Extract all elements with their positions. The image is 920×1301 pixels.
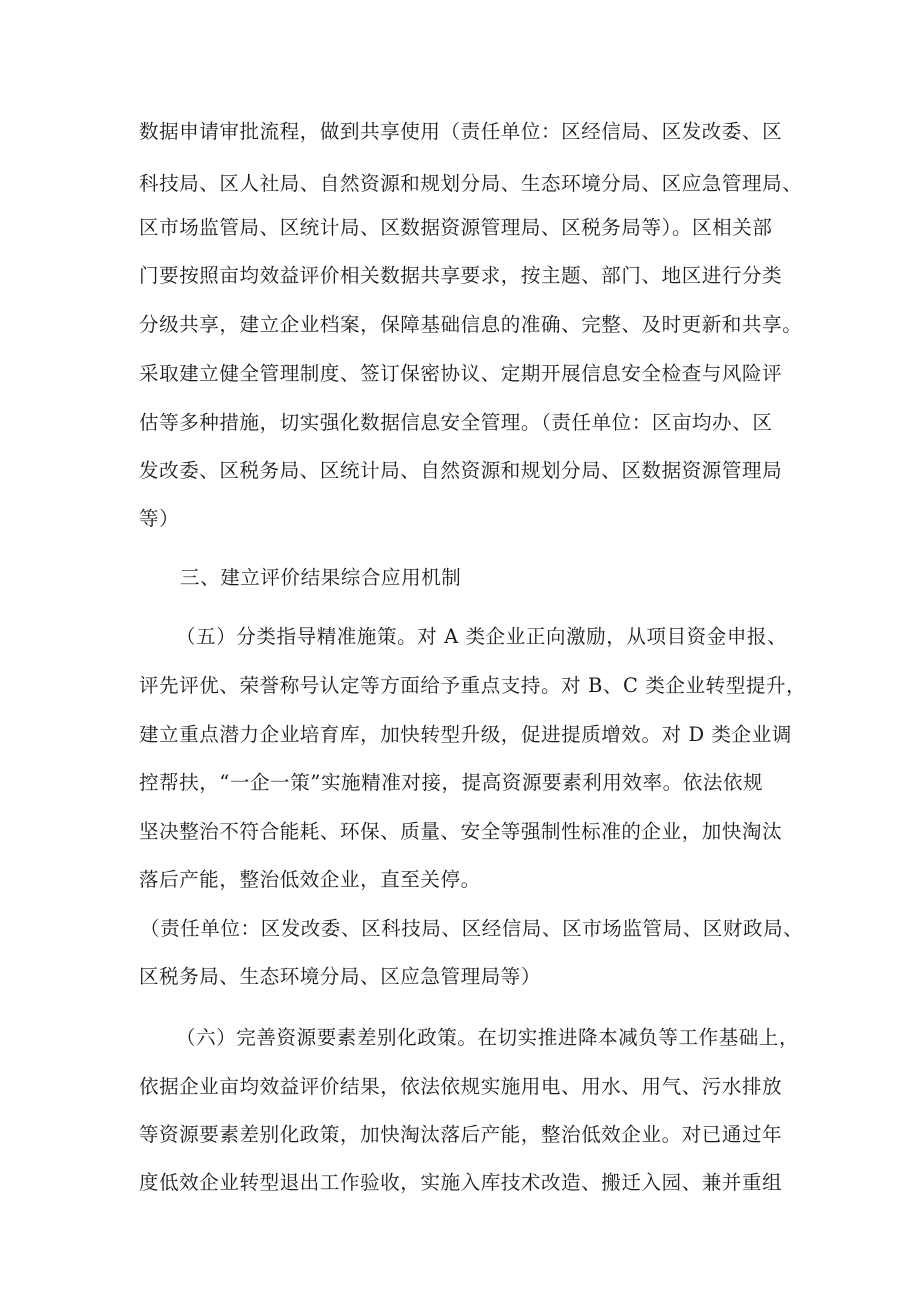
paragraph-line: 度低效企业转型退出工作验收，实施入库技术改造、搬迁入园、兼并重组: [139, 1171, 783, 1194]
paragraph-line: （六）完善资源要素差别化政策。在切实推进降本减负等工作基础上，: [176, 1026, 800, 1049]
paragraph-line: 门要按照亩均效益评价相关数据共享要求，按主题、部门、地区进行分类: [139, 264, 783, 287]
paragraph-line: 采取建立健全管理制度、签订保密协议、定期开展信息安全检查与风险评: [139, 362, 783, 385]
paragraph-line: （责任单位：区发改委、区科技局、区经信局、区市场监管局、区财政局、: [140, 917, 804, 940]
paragraph-line: 区市场监管局、区统计局、区数据资源管理局、区税务局等）。区相关部: [139, 216, 773, 239]
paragraph-line: 评先评优、荣誉称号认定等方面给予重点支持。对 B、C 类企业转型提升，: [139, 674, 807, 697]
paragraph-line: 等资源要素差别化政策，加快淘汰落后产能，整治低效企业。对已通过年: [139, 1123, 783, 1146]
paragraph-line: 等）: [139, 507, 180, 530]
paragraph-line: 发改委、区税务局、区统计局、自然资源和规划分局、区数据资源管理局: [139, 459, 783, 482]
paragraph-line: 控帮扶，“一企一策”实施精准对接，提高资源要素利用效率。依法依规: [139, 771, 764, 794]
paragraph-line: 估等多种措施，切实强化数据信息安全管理。（责任单位：区亩均办、区: [139, 411, 773, 434]
paragraph-line: 分级共享，建立企业档案，保障基础信息的准确、完整、及时更新和共享。: [139, 313, 803, 336]
paragraph-line: 区税务局、生态环境分局、区应急管理局等）: [139, 965, 542, 988]
paragraph-line: 建立重点潜力企业培育库，加快转型升级，促进提质增效。对 D 类企业调: [139, 723, 792, 746]
paragraph-line: 科技局、区人社局、自然资源和规划分局、生态环境分局、区应急管理局、: [139, 172, 803, 195]
paragraph-line: 落后产能，整治低效企业，直至关停。: [139, 868, 481, 891]
section-heading: 三、建立评价结果综合应用机制: [180, 566, 462, 589]
paragraph-line: 依据企业亩均效益评价结果，依法依规实施用电、用水、用气、污水排放: [139, 1075, 783, 1098]
paragraph-line: 数据申请审批流程，做到共享使用（责任单位：区经信局、区发改委、区: [139, 120, 783, 143]
paragraph-line: 坚决整治不符合能耗、环保、质量、安全等强制性标准的企业，加快淘汰: [139, 820, 783, 843]
paragraph-line: （五）分类指导精准施策。对 A 类企业正向激励，从项目资金申报、: [176, 625, 788, 648]
